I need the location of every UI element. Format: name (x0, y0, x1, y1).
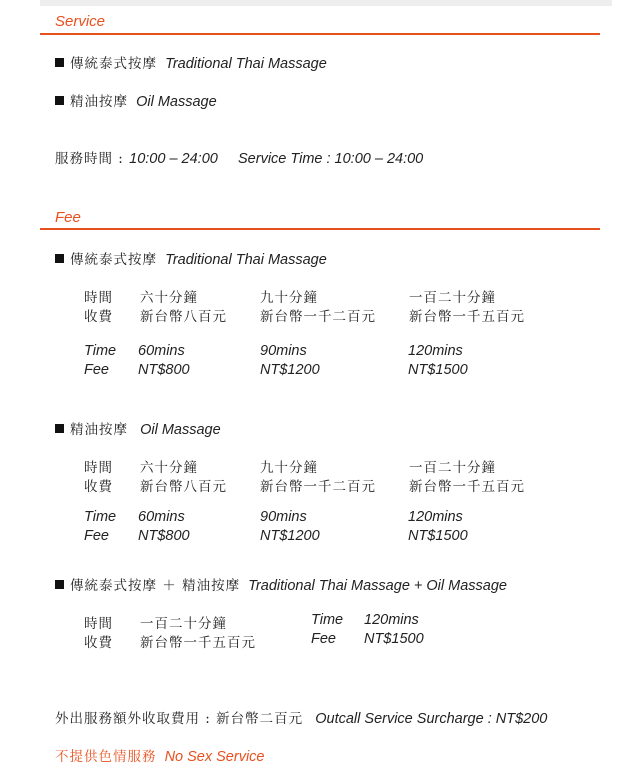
fee-heading-thai-en: Traditional Thai Massage (165, 252, 327, 268)
combo-zh-fee-label: 收費 (84, 635, 113, 651)
fee-heading-thai-zh: 傳統泰式按摩 (70, 252, 157, 268)
fee-heading-combo-en: Traditional Thai Massage + Oil Massage (248, 578, 507, 594)
outcall-zh: 外出服務額外收取費用 : 新台幣二百元 (55, 711, 304, 727)
thai-en-60: 60mins (138, 343, 185, 359)
no-sex-service (55, 745, 265, 765)
section-rule-service (40, 33, 600, 35)
outcall-surcharge (55, 707, 547, 727)
section-title-fee: Fee (55, 209, 81, 226)
oil-zh-120: 一百二十分鐘 (409, 460, 496, 476)
service-time-zh-label: 服務時間 : (55, 151, 130, 167)
fee-heading-oil-zh: 精油按摩 (70, 422, 128, 438)
oil-en-1200: NT$1200 (260, 528, 320, 544)
oil-en-1500: NT$1500 (408, 528, 468, 544)
service-item-oil-zh: 精油按摩 (70, 94, 128, 110)
thai-zh-120: 一百二十分鐘 (409, 290, 496, 306)
oil-en-800: NT$800 (138, 528, 190, 544)
service-time-zh-value: 10:00 – 24:00 (129, 151, 218, 167)
thai-zh-800: 新台幣八百元 (140, 309, 227, 325)
no-sex-service-en: No Sex Service (164, 749, 265, 765)
thai-en-800: NT$800 (138, 362, 190, 378)
service-time (55, 147, 423, 167)
fee-heading-combo (55, 574, 507, 594)
service-time-en: Service Time : 10:00 – 24:00 (238, 151, 424, 167)
fee-heading-combo-zh: 傳統泰式按摩 ＋ 精油按摩 (70, 578, 241, 594)
thai-en-1500: NT$1500 (408, 362, 468, 378)
thai-en-time-label: Time (84, 343, 117, 359)
thai-en-120: 120mins (408, 343, 463, 359)
combo-en-1500: NT$1500 (364, 631, 424, 647)
oil-zh-fee-label: 收費 (84, 479, 113, 495)
oil-zh-time-label: 時間 (84, 460, 113, 476)
combo-zh-time-label: 時間 (84, 616, 113, 632)
outcall-en: Outcall Service Surcharge : NT$200 (315, 711, 548, 727)
top-strip (40, 0, 612, 6)
section-title-service: Service (55, 13, 106, 30)
thai-zh-1200: 新台幣一千二百元 (260, 309, 376, 325)
oil-en-120: 120mins (408, 509, 463, 525)
oil-en-fee-label: Fee (84, 528, 109, 544)
combo-zh-1500: 新台幣一千五百元 (140, 635, 256, 651)
oil-en-time-label: Time (84, 509, 117, 525)
combo-en-120: 120mins (364, 612, 419, 628)
oil-zh-800: 新台幣八百元 (140, 479, 227, 495)
section-rule-fee (40, 228, 600, 230)
fee-heading-oil-en: Oil Massage (140, 422, 221, 438)
bullet-square-icon (55, 254, 64, 263)
service-item-oil-en: Oil Massage (136, 94, 217, 110)
combo-en-time-label: Time (311, 612, 344, 628)
combo-en-fee-label: Fee (311, 631, 336, 647)
thai-en-1200: NT$1200 (260, 362, 320, 378)
bullet-square-icon (55, 580, 64, 589)
thai-zh-time-label: 時間 (84, 290, 113, 306)
oil-en-90: 90mins (260, 509, 307, 525)
service-item-thai-zh: 傳統泰式按摩 (70, 56, 157, 72)
no-sex-service-zh: 不提供色情服務 (55, 749, 157, 765)
thai-zh-60: 六十分鐘 (140, 290, 198, 306)
fee-heading-oil (55, 418, 221, 438)
thai-en-fee-label: Fee (84, 362, 109, 378)
bullet-square-icon (55, 58, 64, 67)
thai-zh-90: 九十分鐘 (260, 290, 318, 306)
fee-heading-thai (55, 248, 327, 268)
combo-zh-120: 一百二十分鐘 (140, 616, 227, 632)
service-item-thai (55, 52, 327, 72)
thai-zh-1500: 新台幣一千五百元 (409, 309, 525, 325)
bullet-square-icon (55, 96, 64, 105)
oil-zh-1200: 新台幣一千二百元 (260, 479, 376, 495)
oil-zh-90: 九十分鐘 (260, 460, 318, 476)
bullet-square-icon (55, 424, 64, 433)
oil-zh-60: 六十分鐘 (140, 460, 198, 476)
thai-zh-fee-label: 收費 (84, 309, 113, 325)
oil-en-60: 60mins (138, 509, 185, 525)
oil-zh-1500: 新台幣一千五百元 (409, 479, 525, 495)
thai-en-90: 90mins (260, 343, 307, 359)
service-item-thai-en: Traditional Thai Massage (165, 56, 327, 72)
service-item-oil (55, 90, 217, 110)
